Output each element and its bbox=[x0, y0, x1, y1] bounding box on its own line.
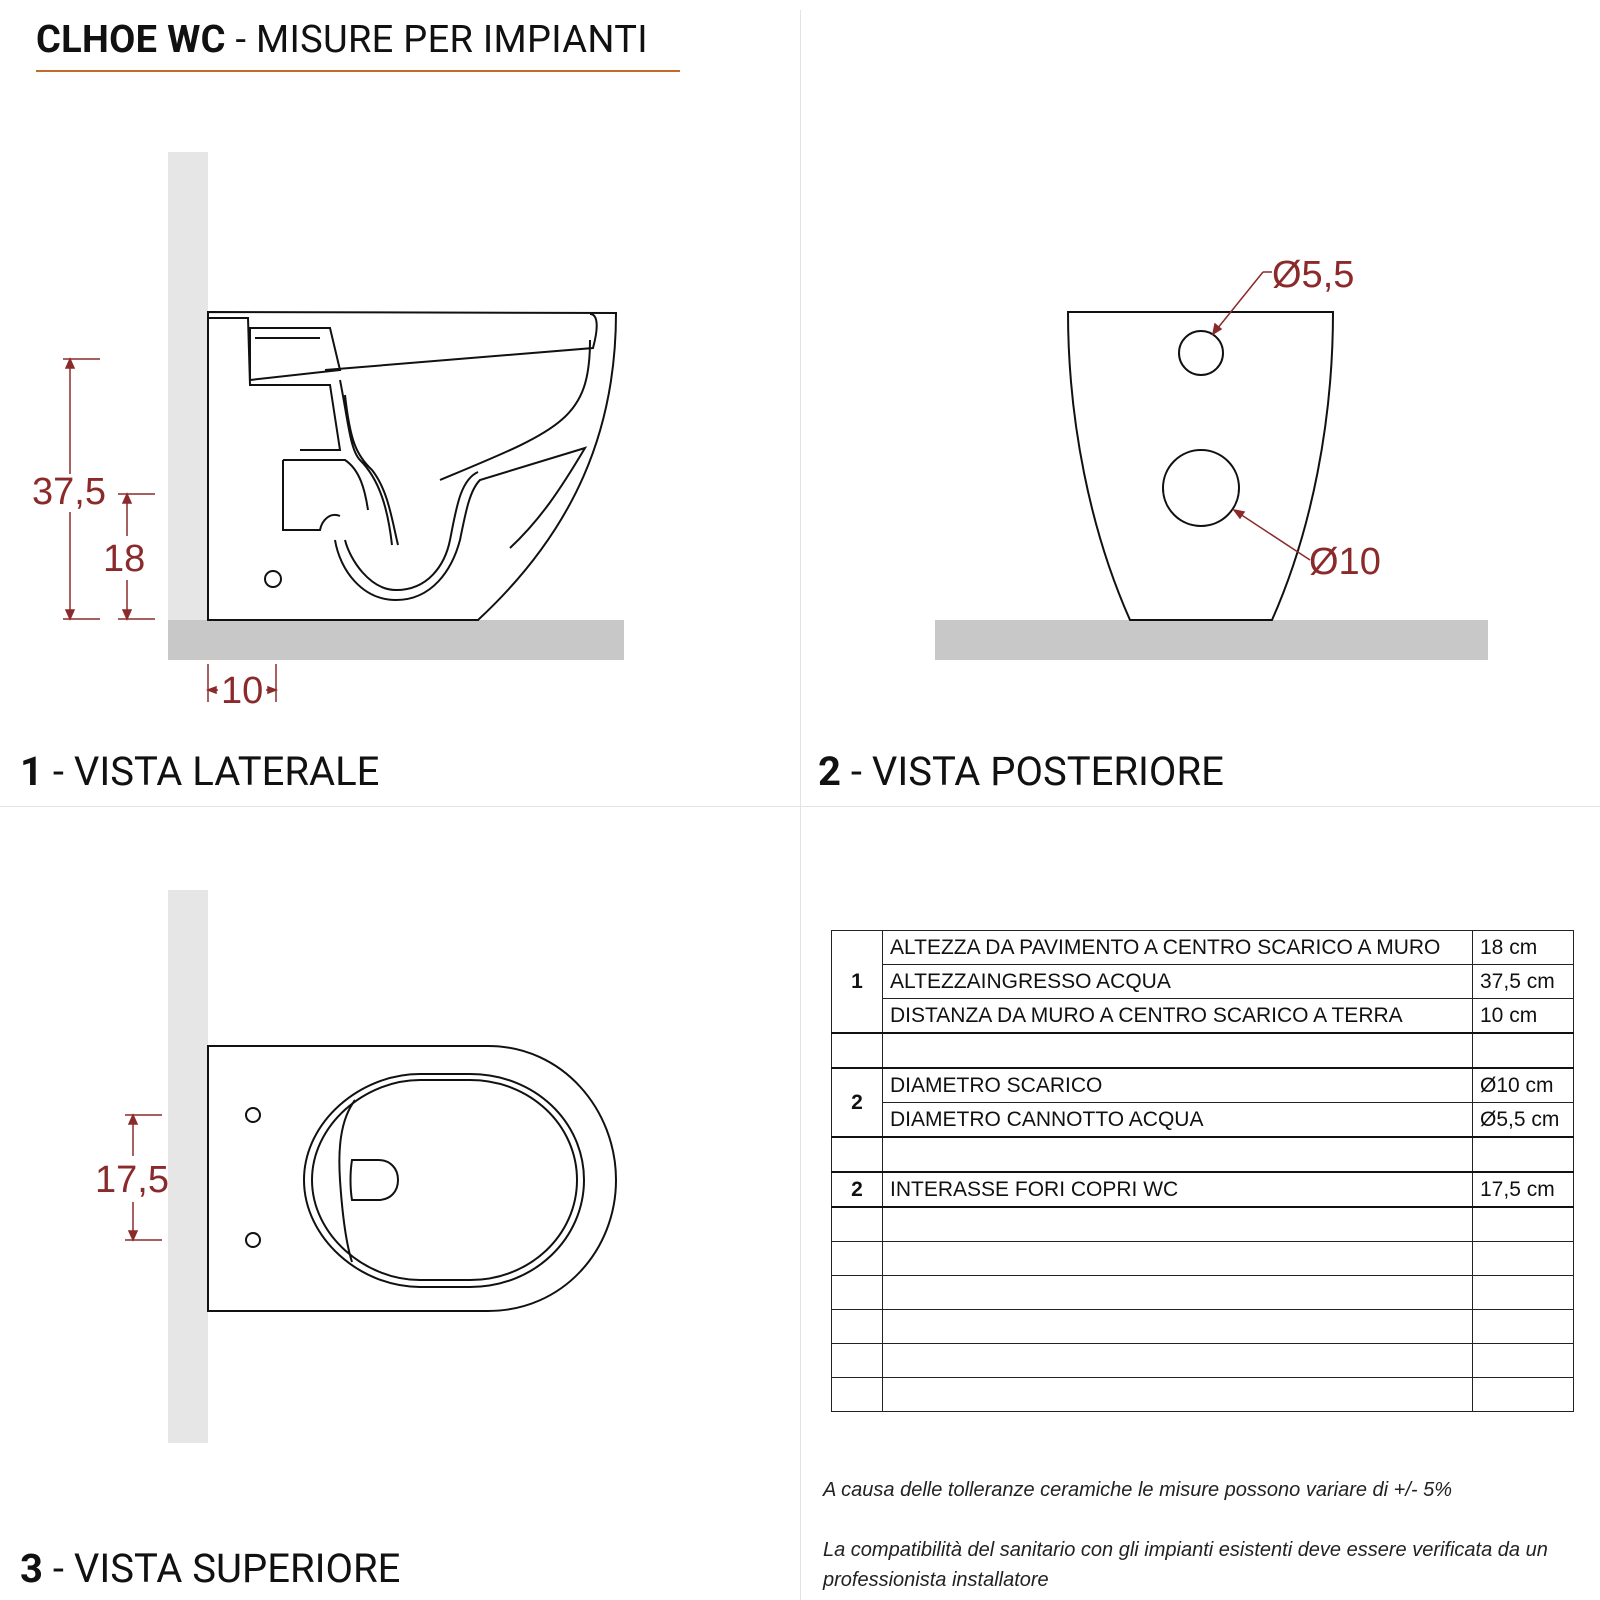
table-row bbox=[832, 931, 1574, 965]
top-seat-hole-lower bbox=[246, 1233, 260, 1247]
measurements-table bbox=[831, 930, 1574, 1412]
rear-floor bbox=[935, 620, 1488, 660]
side-toilet-outline bbox=[208, 312, 616, 620]
rear-view-drawing bbox=[935, 312, 1488, 660]
view-label-side bbox=[20, 748, 379, 795]
view-number-rear: 2 bbox=[818, 748, 841, 795]
top-wall bbox=[168, 890, 208, 1443]
table-row-empty bbox=[832, 1276, 1574, 1310]
side-inlet bbox=[250, 328, 340, 380]
row-description: DISTANZA DA MURO A CENTRO SCARICO A TERRA bbox=[883, 999, 1473, 1034]
top-drain-outlet bbox=[351, 1160, 399, 1200]
table-row bbox=[832, 1103, 1574, 1138]
table-row bbox=[832, 999, 1574, 1034]
table-row-empty bbox=[832, 1207, 1574, 1242]
group-number: 2 bbox=[832, 1172, 883, 1207]
view-number-top: 3 bbox=[20, 1545, 43, 1592]
side-trap-inner bbox=[345, 472, 478, 590]
top-seat-inner bbox=[312, 1080, 577, 1280]
view-title-top: - VISTA SUPERIORE bbox=[42, 1545, 401, 1592]
table-row-empty bbox=[832, 1310, 1574, 1344]
row-description: INTERASSE FORI COPRI WC bbox=[883, 1172, 1473, 1207]
rear-dimensions bbox=[1213, 272, 1310, 560]
view-label-rear bbox=[818, 748, 1224, 795]
table-row-empty bbox=[832, 1378, 1574, 1412]
group-number: 2 bbox=[832, 1068, 883, 1137]
view-title-side: - VISTA LATERALE bbox=[42, 748, 380, 795]
dim-seat-hole-spacing: 17,5 bbox=[95, 1159, 169, 1201]
row-value: Ø5,5 cm bbox=[1473, 1103, 1574, 1138]
row-description: ALTEZZA DA PAVIMENTO A CENTRO SCARICO A MURO bbox=[883, 931, 1473, 965]
side-floor bbox=[168, 620, 624, 660]
view-number-side: 1 bbox=[20, 748, 43, 795]
table-row-empty bbox=[832, 1137, 1574, 1172]
product-name: CLHOE WC bbox=[36, 18, 226, 62]
dim-wall-distance: 10 bbox=[221, 670, 264, 712]
table-row bbox=[832, 1172, 1574, 1207]
dim-drain-diameter: Ø10 bbox=[1309, 541, 1381, 583]
table-row-empty bbox=[832, 1033, 1574, 1068]
row-value: 17,5 cm bbox=[1473, 1172, 1574, 1207]
top-toilet-outline bbox=[208, 1046, 616, 1311]
rear-water-inlet bbox=[1179, 331, 1223, 375]
row-value: 37,5 cm bbox=[1473, 965, 1574, 999]
group-number: 1 bbox=[832, 931, 883, 1034]
rear-toilet-outline bbox=[1068, 312, 1333, 620]
row-description: ALTEZZAINGRESSO ACQUA bbox=[883, 965, 1473, 999]
table-row bbox=[832, 1068, 1574, 1103]
table-row bbox=[832, 965, 1574, 999]
side-wall bbox=[168, 152, 208, 620]
table-row-empty bbox=[832, 1242, 1574, 1276]
side-view-drawing bbox=[168, 152, 624, 660]
row-value: 18 cm bbox=[1473, 931, 1574, 965]
top-bowl-rim bbox=[339, 1100, 355, 1262]
dim-inlet-height: 37,5 bbox=[32, 471, 106, 513]
side-drain-pipe bbox=[283, 460, 368, 530]
top-view-drawing bbox=[168, 890, 616, 1443]
row-value: Ø10 cm bbox=[1473, 1068, 1574, 1103]
rear-drain-hole bbox=[1163, 450, 1239, 526]
title-subtitle: - MISURE PER IMPIANTI bbox=[225, 18, 648, 62]
row-description: DIAMETRO CANNOTTO ACQUA bbox=[883, 1103, 1473, 1138]
side-bowl-rim bbox=[325, 314, 597, 370]
compatibility-note: La compatibilità del sanitario con gli impianti esistenti deve essere verificata da un professionista installatore bbox=[823, 1539, 1548, 1591]
top-seat-hole-upper bbox=[246, 1108, 260, 1122]
dim-drain-height: 18 bbox=[103, 538, 146, 580]
tolerance-note: A causa delle tolleranze ceramiche le misure possono variare di +/- 5% bbox=[823, 1479, 1453, 1501]
side-fixing-hole bbox=[265, 571, 281, 587]
side-bowl-inner bbox=[440, 340, 590, 480]
table-row-empty bbox=[832, 1344, 1574, 1378]
row-description: DIAMETRO SCARICO bbox=[883, 1068, 1473, 1103]
row-value: 10 cm bbox=[1473, 999, 1574, 1034]
view-title-rear: - VISTA POSTERIORE bbox=[840, 748, 1224, 795]
dim-inlet-diameter: Ø5,5 bbox=[1272, 254, 1355, 296]
view-label-top bbox=[20, 1545, 400, 1592]
